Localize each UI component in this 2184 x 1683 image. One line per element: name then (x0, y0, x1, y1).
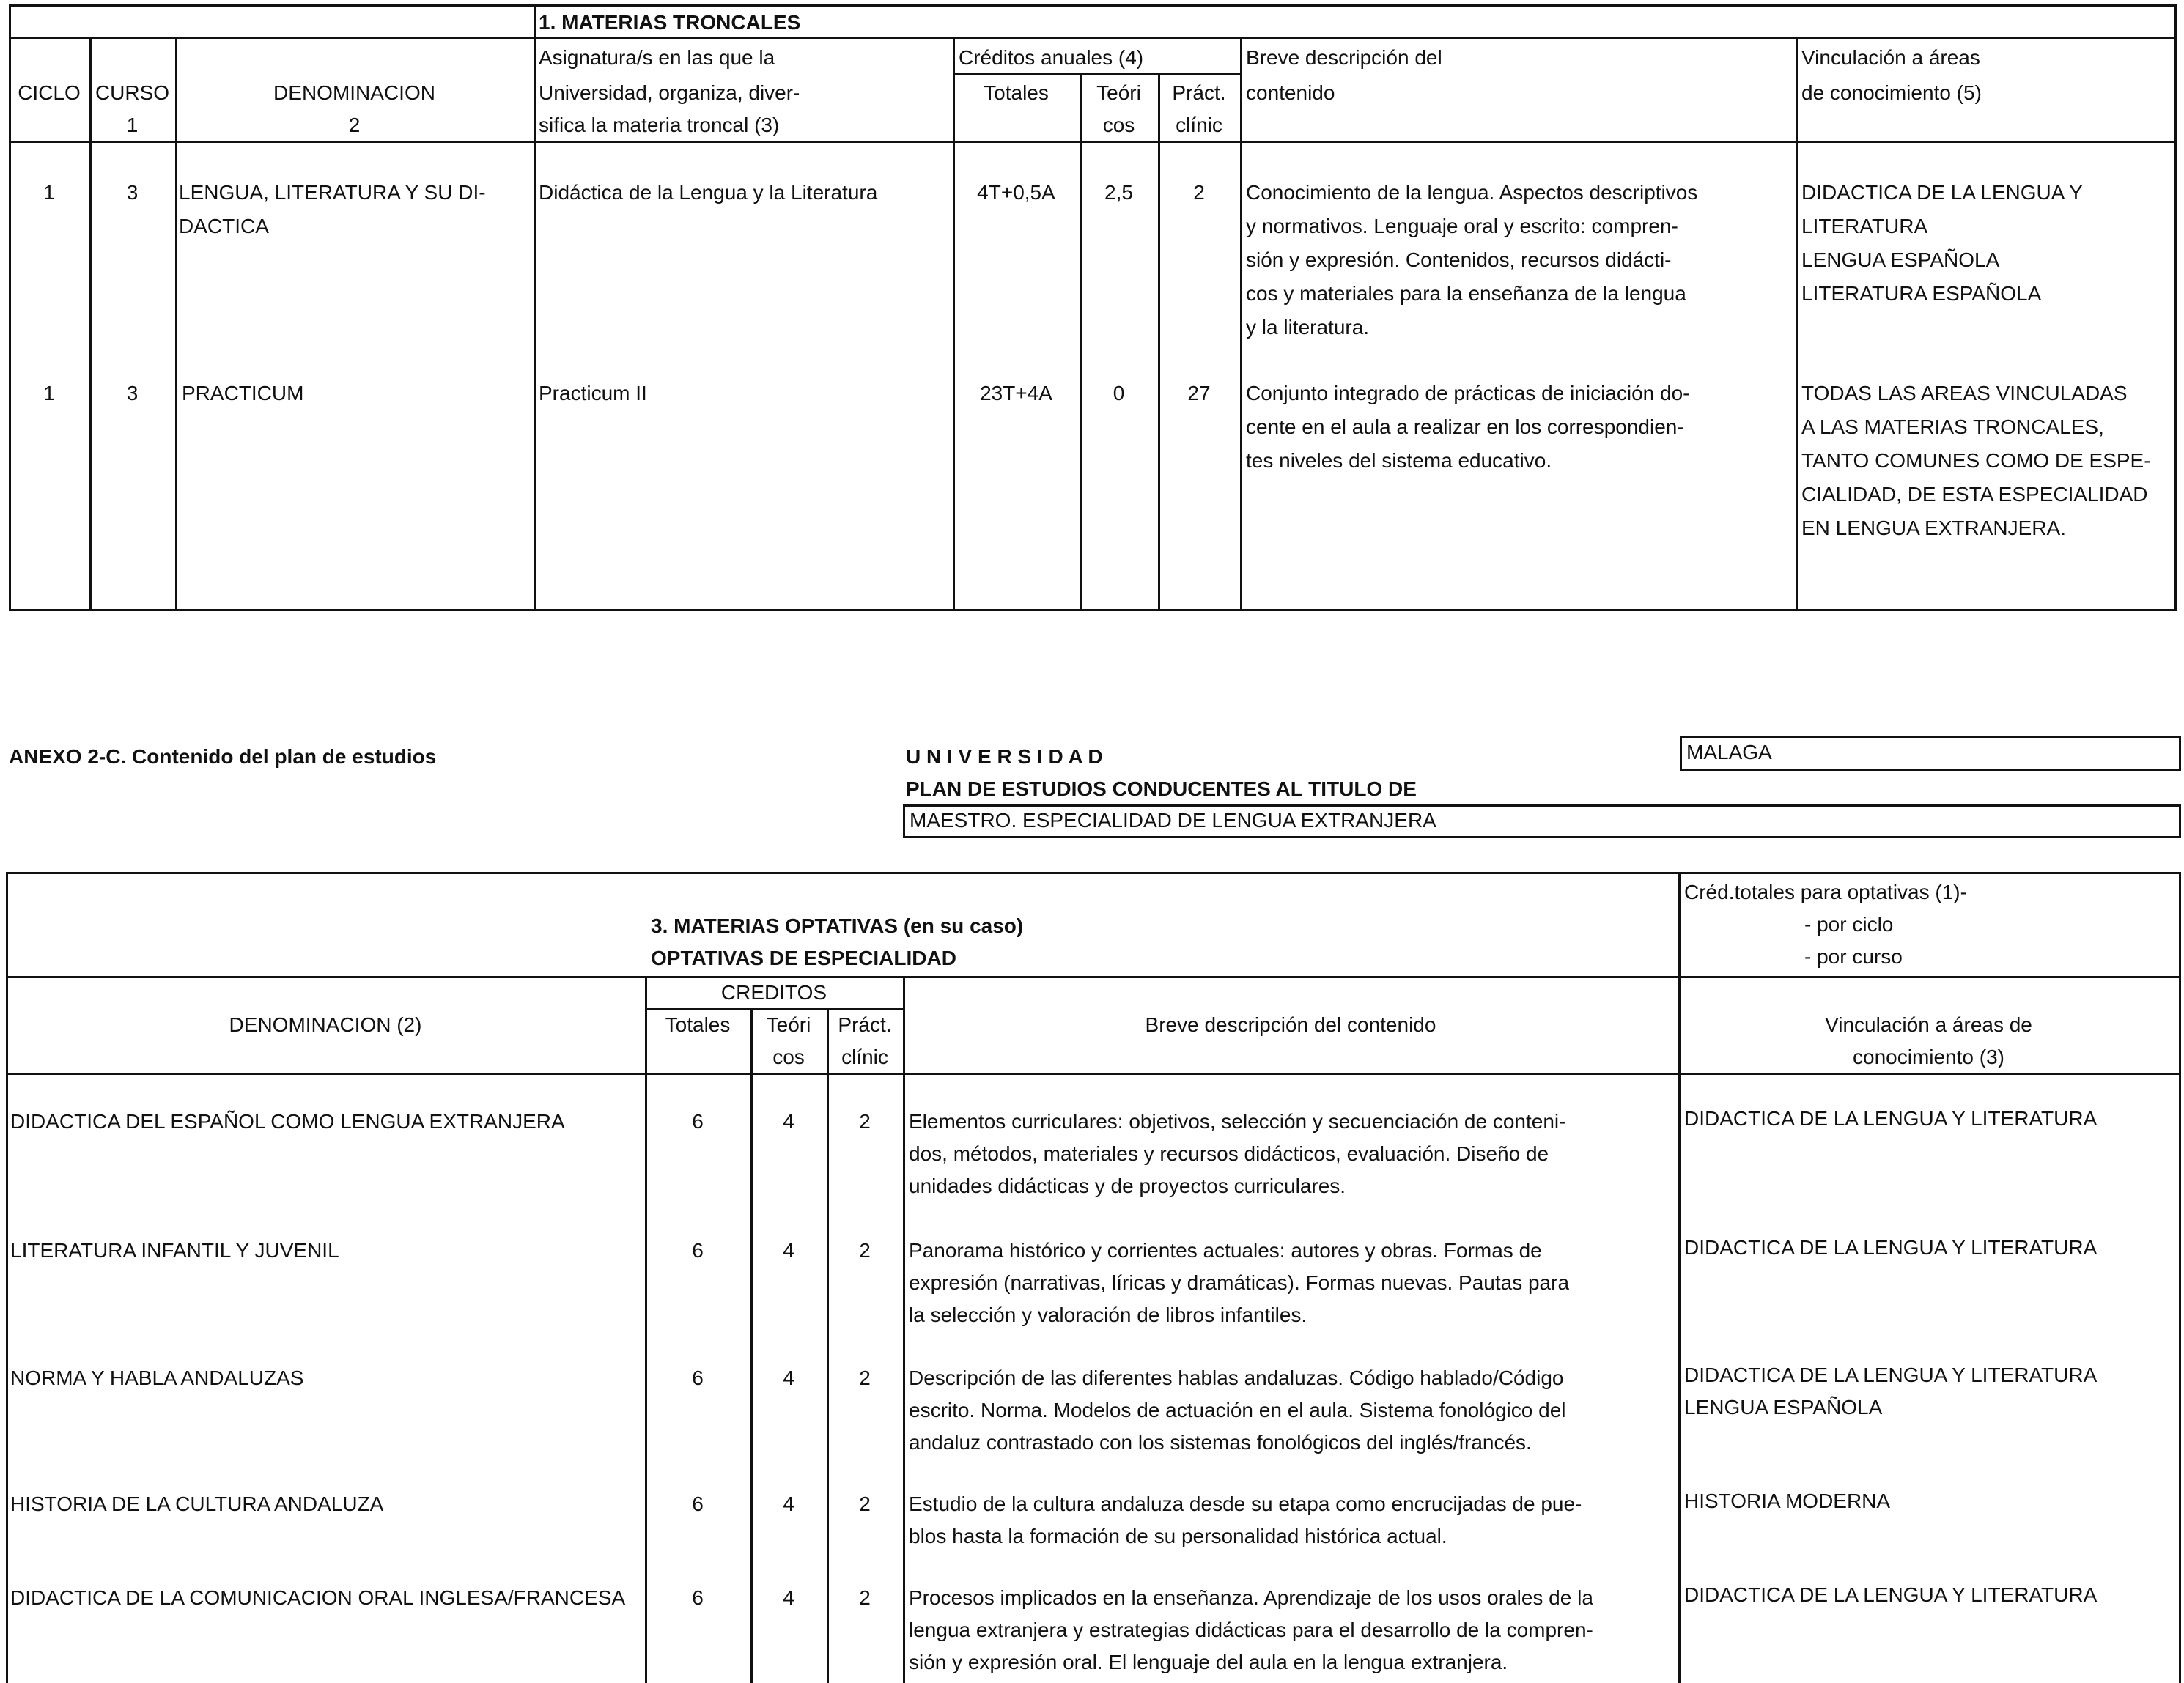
cell-teoricos: 4 (783, 1492, 794, 1515)
cell-descripcion: blos hasta la formación de su personalidad histórica actual. (909, 1525, 1447, 1547)
cell-descripcion: andaluz contrastado con los sistemas fonológicos del inglés/francés. (909, 1431, 1532, 1454)
header-teoricos-2: cos (772, 1046, 805, 1068)
header-practicos: Práct. (1172, 81, 1226, 104)
cell-teoricos: 2,5 (1104, 181, 1133, 204)
cell-descripcion: sión y expresión. Contenidos, recursos didácti- (1246, 248, 1672, 271)
header-creditos: CREDITOS (720, 981, 827, 1004)
cell-descripcion: Conjunto integrado de prácticas de iniciación do- (1246, 382, 1690, 404)
cell-teoricos: 4 (783, 1366, 794, 1389)
plan-field (903, 804, 2181, 838)
cell-denominacion: NORMA Y HABLA ANDALUZAS (10, 1366, 304, 1389)
cell-denominacion: LITERATURA INFANTIL Y JUVENIL (10, 1239, 339, 1262)
cell-practicos: 2 (859, 1586, 871, 1609)
section-subtitle: OPTATIVAS DE ESPECIALIDAD (651, 947, 956, 969)
header-practicos: Práct. (838, 1013, 892, 1036)
cell-areas: HISTORIA MODERNA (1684, 1490, 1891, 1512)
cell-asignatura: Practicum II (539, 382, 647, 404)
plan-label: PLAN DE ESTUDIOS CONDUCENTES AL TITULO DE (906, 777, 1417, 800)
header-denominacion-num: 2 (348, 114, 361, 136)
cell-areas: LENGUA ESPAÑOLA (1684, 1396, 1883, 1418)
divider (1158, 73, 1160, 611)
cell-denominacion: DIDACTICA DEL ESPAÑOL COMO LENGUA EXTRANJERA (10, 1110, 565, 1133)
cell-practicos: 2 (859, 1492, 871, 1515)
divider (9, 37, 2177, 39)
header-asignatura-line: Universidad, organiza, diver- (539, 81, 800, 104)
header-teoricos: Teóri (1096, 81, 1141, 104)
cred-por-ciclo: - por ciclo (1804, 913, 1894, 936)
cell-teoricos: 4 (783, 1586, 794, 1609)
cell-curso: 3 (126, 181, 139, 204)
header-denominacion: DENOMINACION (273, 81, 435, 104)
cell-practicos: 2 (859, 1366, 871, 1389)
cell-descripcion: la selección y valoración de libros infantiles. (909, 1303, 1307, 1326)
cell-descripcion: Conocimiento de la lengua. Aspectos descriptivos (1246, 181, 1698, 204)
header-vinculacion: de conocimiento (5) (1801, 81, 1982, 104)
universidad-field (1680, 736, 2181, 771)
divider (2179, 872, 2181, 1683)
cell-areas: EN LENGUA EXTRANJERA. (1801, 517, 2066, 539)
header-breve: Breve descripción del contenido (1145, 1013, 1436, 1036)
header-ciclo: CICLO (18, 81, 81, 104)
cell-practicos: 2 (1193, 181, 1205, 204)
divider (6, 872, 2181, 874)
cell-denominacion: DIDACTICA DE LA COMUNICACION ORAL INGLESA/FRANCESA (10, 1586, 626, 1609)
divider (1240, 37, 1242, 611)
cell-totales: 4T+0,5A (977, 181, 1055, 204)
cell-teoricos: 4 (783, 1110, 794, 1133)
cell-areas: CIALIDAD, DE ESTA ESPECIALIDAD (1801, 483, 2148, 506)
cell-totales: 6 (692, 1366, 704, 1389)
header-vinculacion: Vinculación a áreas (1801, 46, 1980, 69)
cell-descripcion: escrito. Norma. Modelos de actuación en el aula. Sistema fonológico del (909, 1399, 1566, 1421)
cell-descripcion: Estudio de la cultura andaluza desde su etapa como encrucijadas de pue- (909, 1492, 1582, 1515)
cell-descripcion: dos, métodos, materiales y recursos didácticos, evaluación. Diseño de (909, 1142, 1549, 1165)
divider (1796, 37, 1798, 611)
header-creditos: Créditos anuales (4) (959, 46, 1144, 69)
cell-descripcion: unidades didácticas y de proyectos curriculares. (909, 1175, 1346, 1197)
cell-areas: DIDACTICA DE LA LENGUA Y LITERATURA (1684, 1583, 2098, 1606)
header-asignatura-line: sifica la materia troncal (3) (539, 114, 780, 136)
cell-curso: 3 (126, 382, 139, 404)
header-curso: CURSO (95, 81, 170, 104)
header-curso-num: 1 (126, 114, 139, 136)
divider (6, 976, 2181, 978)
cell-areas: DIDACTICA DE LA LENGUA Y LITERATURA (1684, 1236, 2098, 1259)
cell-descripcion: lengua extranjera y estrategias didácticas para el desarrollo de la compren- (909, 1619, 1593, 1641)
cell-areas: A LAS MATERIAS TRONCALES, (1801, 415, 2104, 438)
cell-totales: 6 (692, 1239, 704, 1262)
divider (1678, 872, 1681, 1683)
cell-asignatura: Didáctica de la Lengua y la Literatura (539, 181, 878, 204)
header-totales: Totales (984, 81, 1049, 104)
cell-descripcion: y la literatura. (1246, 316, 1370, 339)
cell-areas: DIDACTICA DE LA LENGUA Y (1801, 181, 2083, 204)
header-practicos-2: clínic (841, 1046, 888, 1068)
header-denominacion: DENOMINACION (2) (229, 1013, 422, 1036)
header-teoricos: Teóri (766, 1013, 811, 1036)
divider (6, 872, 8, 1683)
cell-practicos: 2 (859, 1110, 871, 1133)
cell-ciclo: 1 (43, 382, 55, 404)
cell-totales: 6 (692, 1586, 704, 1609)
cell-areas: DIDACTICA DE LA LENGUA Y LITERATURA (1684, 1107, 2098, 1130)
cell-descripcion: Descripción de las diferentes hablas andaluzas. Código hablado/Código (909, 1366, 1564, 1389)
cell-areas: LITERATURA (1801, 215, 1928, 237)
divider (645, 976, 647, 1683)
header-vinculacion-2: conocimiento (3) (1853, 1046, 2004, 1068)
cell-descripcion: Panorama histórico y corrientes actuales: autores y obras. Formas de (909, 1239, 1542, 1262)
header-vinculacion: Vinculación a áreas de (1825, 1013, 2032, 1036)
header-breve: Breve descripción del (1246, 46, 1442, 69)
cell-teoricos: 4 (783, 1239, 794, 1262)
cell-practicos: 2 (859, 1239, 871, 1262)
header-practicos-2: clínic (1176, 114, 1222, 136)
cell-totales: 6 (692, 1110, 704, 1133)
cell-areas: LITERATURA ESPAÑOLA (1801, 282, 2042, 305)
cell-teoricos: 0 (1113, 382, 1125, 404)
cell-descripcion: cente en el aula a realizar en los correspondien- (1246, 415, 1684, 438)
cell-descripcion: sión y expresión oral. El lenguaje del aula en la lengua extranjera. (909, 1651, 1508, 1673)
universidad-value: MALAGA (1686, 741, 1772, 763)
cred-por-curso: - por curso (1804, 945, 1903, 968)
cell-denominacion: HISTORIA DE LA CULTURA ANDALUZA (10, 1492, 384, 1515)
divider (953, 37, 955, 611)
header-breve: contenido (1246, 81, 1335, 104)
cell-descripcion: tes niveles del sistema educativo. (1246, 449, 1552, 472)
cell-descripcion: cos y materiales para la enseñanza de la lengua (1246, 282, 1686, 305)
section-title: 3. MATERIAS OPTATIVAS (en su caso) (651, 914, 1024, 937)
cell-totales: 6 (692, 1492, 704, 1515)
cell-areas: TANTO COMUNES COMO DE ESPE- (1801, 449, 2151, 472)
cell-descripcion: Procesos implicados en la enseñanza. Aprendizaje de los usos orales de la (909, 1586, 1593, 1609)
divider (534, 4, 536, 611)
cell-practicos: 27 (1187, 382, 1211, 404)
cell-descripcion: Elementos curriculares: objetivos, selección y secuenciación de conteni- (909, 1110, 1566, 1133)
universidad-label: U N I V E R S I D A D (906, 745, 1103, 768)
header-asignatura-line: Asignatura/s en las que la (539, 46, 775, 69)
cell-areas: TODAS LAS AREAS VINCULADAS (1801, 382, 2128, 404)
cell-denominacion: PRACTICUM (182, 382, 304, 404)
header-teoricos-2: cos (1102, 114, 1135, 136)
section-title: 1. MATERIAS TRONCALES (539, 11, 801, 34)
cell-descripcion: y normativos. Lenguaje oral y escrito: compren- (1246, 215, 1678, 237)
header-totales: Totales (665, 1013, 731, 1036)
plan-value: MAESTRO. ESPECIALIDAD DE LENGUA EXTRANJERA (910, 809, 1436, 832)
divider (903, 976, 905, 1683)
cell-totales: 23T+4A (980, 382, 1052, 404)
cell-descripcion: expresión (narrativas, líricas y dramáticas). Formas nuevas. Pautas para (909, 1271, 1570, 1294)
cred-totales: Créd.totales para optativas (1)- (1684, 881, 1967, 903)
divider (1080, 73, 1082, 611)
cell-denominacion: DACTICA (179, 215, 269, 237)
cell-denominacion: LENGUA, LITERATURA Y SU DI- (179, 181, 486, 204)
cell-areas: LENGUA ESPAÑOLA (1801, 248, 2000, 271)
cell-ciclo: 1 (43, 181, 55, 204)
cell-areas: DIDACTICA DE LA LENGUA Y LITERATURA (1684, 1364, 2098, 1386)
anexo-title: ANEXO 2-C. Contenido del plan de estudios (9, 745, 437, 768)
